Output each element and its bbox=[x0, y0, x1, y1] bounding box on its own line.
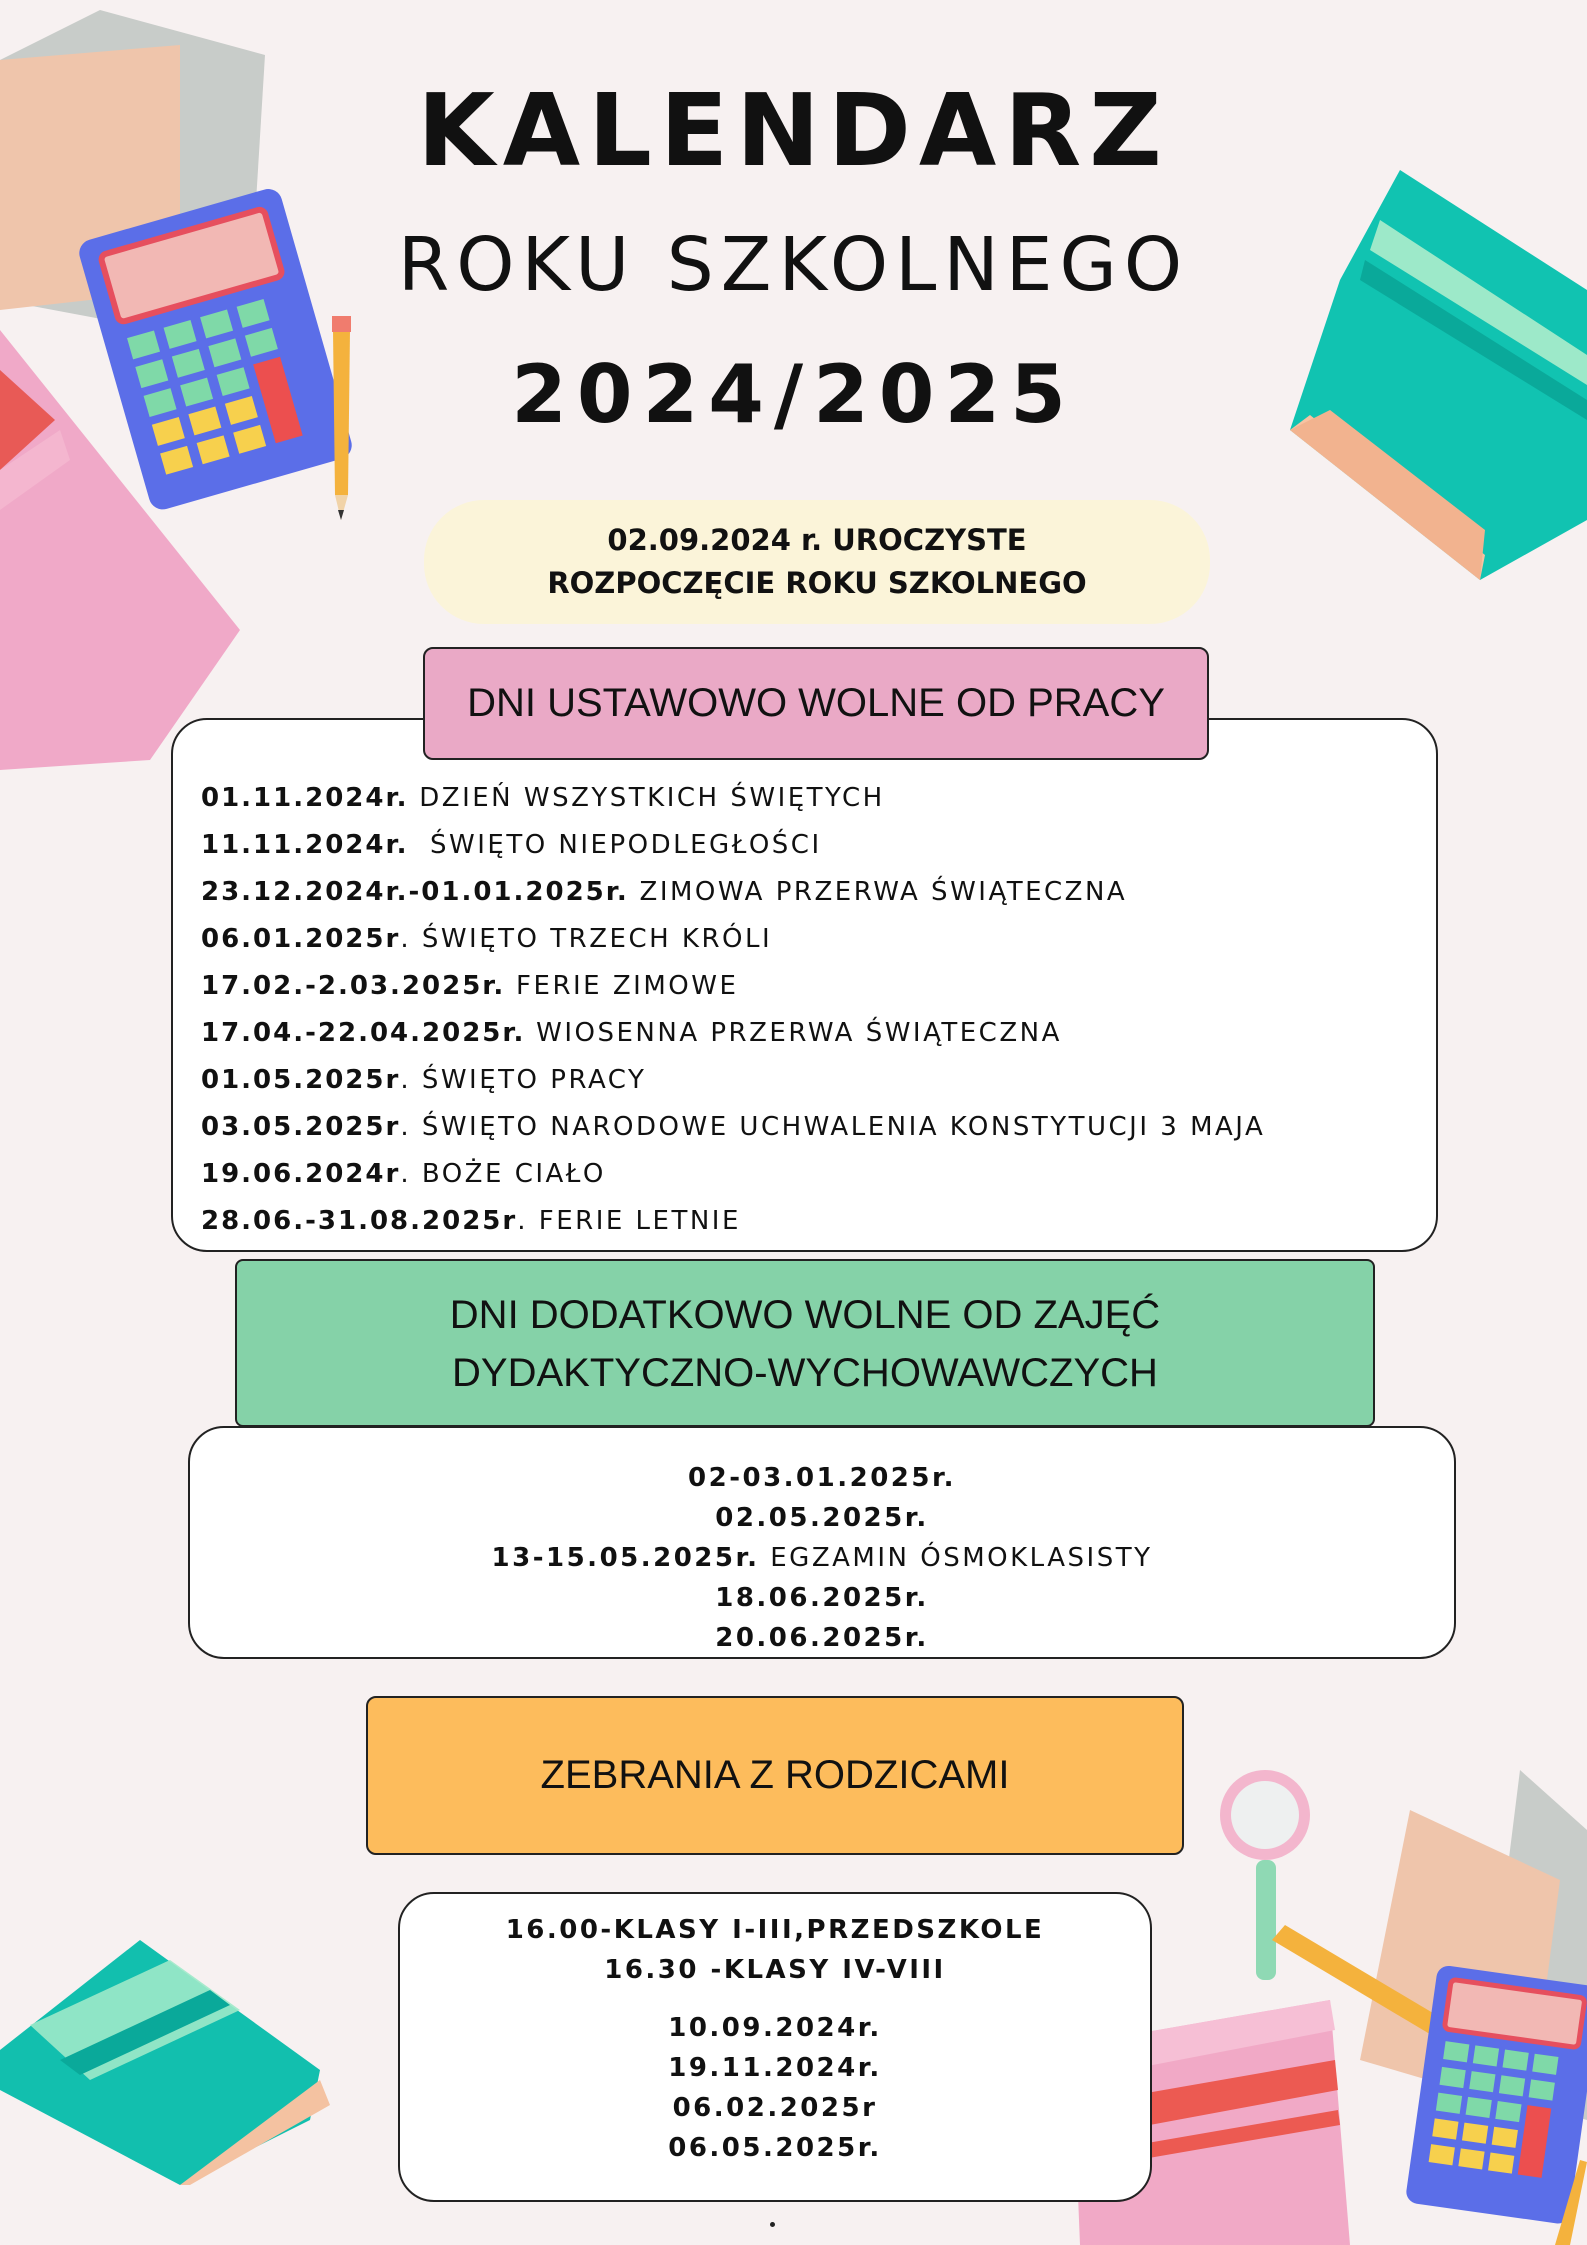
meetings-header: ZEBRANIA Z RODZICAMI bbox=[366, 1696, 1184, 1855]
meeting-times-list bbox=[400, 1910, 1150, 1990]
extra-days-header-line-2: DYDAKTYCZNO-WYCHOWAWCZYCH bbox=[452, 1351, 1158, 1395]
list-item bbox=[190, 1578, 1454, 1618]
list-item bbox=[201, 916, 1265, 963]
list-item bbox=[400, 2008, 1150, 2048]
list-item bbox=[201, 1151, 1265, 1198]
holiday-text: WIOSENNA PRZERWA ŚWIĄTECZNA bbox=[525, 1018, 1062, 1048]
meeting-date: 06.05.2025r. bbox=[668, 2133, 882, 2163]
holiday-text: . ŚWIĘTO PRACY bbox=[400, 1065, 647, 1095]
holiday-text: . BOŻE CIAŁO bbox=[400, 1159, 606, 1189]
holiday-date: 23.12.2024r.-01.01.2025r. bbox=[201, 877, 629, 907]
holiday-text: DZIEŃ WSZYSTKICH ŚWIĘTYCH bbox=[408, 783, 885, 813]
list-item bbox=[201, 1198, 1265, 1245]
holiday-date: 17.02.-2.03.2025r. bbox=[201, 971, 506, 1001]
holiday-text: . FERIE LETNIE bbox=[517, 1206, 741, 1236]
holiday-text: ŚWIĘTO NIEPODLEGŁOŚCI bbox=[408, 830, 822, 860]
opening-line-1: 02.09.2024 r. UROCZYSTE bbox=[607, 523, 1027, 557]
title-line-1: KALENDARZ bbox=[417, 72, 1170, 189]
list-item bbox=[190, 1458, 1454, 1498]
list-item bbox=[190, 1498, 1454, 1538]
meeting-time: 16.00-KLASY I-III,PRZEDSZKOLE bbox=[505, 1915, 1045, 1945]
opening-line-2: ROZPOCZĘCIE ROKU SZKOLNEGO bbox=[547, 566, 1087, 600]
list-item bbox=[201, 963, 1265, 1010]
holiday-date: 03.05.2025r bbox=[201, 1112, 401, 1142]
list-item bbox=[400, 1910, 1150, 1950]
list-item bbox=[201, 822, 1265, 869]
holidays-box bbox=[171, 718, 1438, 1252]
extra-day-date: 02-03.01.2025r. bbox=[688, 1463, 956, 1493]
holiday-date: 01.05.2025r bbox=[201, 1065, 401, 1095]
meeting-date: 10.09.2024r. bbox=[668, 2013, 882, 2043]
extra-day-date: 13-15.05.2025r. bbox=[491, 1543, 760, 1573]
extra-days-header-line-1: DNI DODATKOWO WOLNE OD ZAJĘĆ bbox=[449, 1293, 1161, 1337]
title-year: 2024/2025 bbox=[511, 348, 1076, 441]
holiday-date: 11.11.2024r. bbox=[201, 830, 409, 860]
list-item bbox=[201, 1057, 1265, 1104]
list-item bbox=[400, 2048, 1150, 2088]
footer-dot bbox=[770, 2222, 775, 2227]
list-item bbox=[400, 2128, 1150, 2168]
list-item bbox=[201, 1010, 1265, 1057]
opening-ceremony-banner bbox=[424, 500, 1210, 624]
meeting-dates-list bbox=[400, 2008, 1150, 2168]
list-item bbox=[201, 869, 1265, 916]
holiday-text: . ŚWIĘTO TRZECH KRÓLI bbox=[400, 924, 773, 954]
list-item bbox=[201, 1104, 1265, 1151]
holiday-date: 17.04.-22.04.2025r. bbox=[201, 1018, 526, 1048]
meetings-box bbox=[398, 1892, 1152, 2202]
meeting-date: 06.02.2025r bbox=[672, 2093, 878, 2123]
list-item bbox=[400, 1950, 1150, 1990]
extra-days-list bbox=[190, 1458, 1454, 1658]
holiday-date: 06.01.2025r bbox=[201, 924, 401, 954]
holiday-text: ZIMOWA PRZERWA ŚWIĄTECZNA bbox=[628, 877, 1128, 907]
holiday-text: . ŚWIĘTO NARODOWE UCHWALENIA KONSTYTUCJI 3 MAJA bbox=[400, 1112, 1266, 1142]
list-item bbox=[190, 1538, 1454, 1578]
list-item bbox=[400, 2088, 1150, 2128]
title-line-2: ROKU SZKOLNEGO bbox=[397, 222, 1190, 308]
list-item bbox=[190, 1618, 1454, 1658]
holiday-date: 19.06.2024r bbox=[201, 1159, 401, 1189]
extra-day-date: 18.06.2025r. bbox=[715, 1583, 929, 1613]
bottom-left-book-icon bbox=[0, 1930, 345, 2190]
list-item bbox=[201, 775, 1265, 822]
holidays-list bbox=[201, 775, 1265, 1245]
meeting-date: 19.11.2024r. bbox=[668, 2053, 882, 2083]
holiday-date: 28.06.-31.08.2025r bbox=[201, 1206, 518, 1236]
meeting-time: 16.30 -KLASY IV-VIII bbox=[604, 1955, 946, 1985]
holiday-text: FERIE ZIMOWE bbox=[505, 971, 739, 1001]
holiday-date: 01.11.2024r. bbox=[201, 783, 409, 813]
extra-day-date: 02.05.2025r. bbox=[715, 1503, 929, 1533]
extra-day-date: 20.06.2025r. bbox=[715, 1623, 929, 1653]
holidays-header: DNI USTAWOWO WOLNE OD PRACY bbox=[423, 647, 1209, 760]
extra-day-text: EGZAMIN ÓSMOKLASISTY bbox=[759, 1543, 1153, 1573]
extra-days-box bbox=[188, 1426, 1456, 1659]
extra-days-header bbox=[235, 1259, 1375, 1427]
